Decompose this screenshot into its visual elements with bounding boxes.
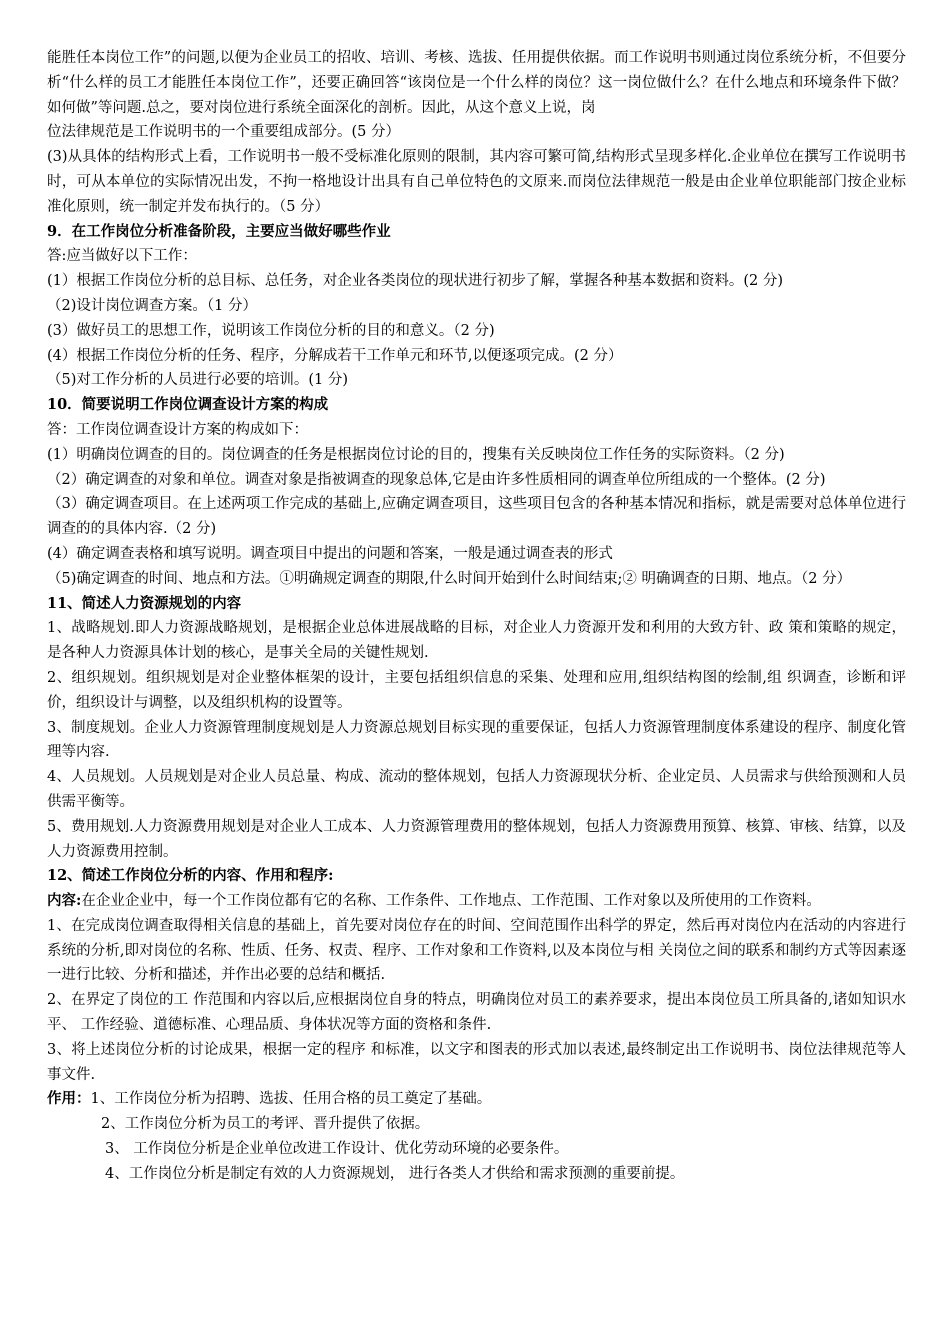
question-10-heading: 10．简要说明工作岗位调查设计方案的构成 — [47, 396, 329, 414]
content-text: 在企业企业中，每一个工作岗位都有它的名称、工作条件、工作地点、工作范围、工作对象以及所使用的工作资料。 — [81, 893, 821, 910]
role-item: 4、工作岗位分析是制定有效的人力资源规划， 进行各类人才供给和需求预测的重要前提。 — [105, 1165, 685, 1182]
list-item: （2)设计岗位调查方案。（1 分） — [47, 297, 257, 314]
list-item: (1）根据工作岗位分析的总目标、总任务，对企业各类岗位的现状进行初步了解，掌握各种基本数据和资料。(2 分) — [47, 273, 784, 290]
intro-paragraph: 能胜任本岗位工作”的问题,以便为企业员工的招收、培训、考核、选拔、任用提供依据。而工作说明书则通过岗位系统分析，不但要分析“什么样的员工才能胜任本岗位工作”，还要正确回答“该岗位是一个什么样的岗位？这一岗位做什么？在什么地点和环境条件下做？如何做”等问题.总之，要对岗位进行系统全面深化的剖析。因此，从这个意义上说，岗 — [47, 50, 906, 116]
question-10-answer-lead: 答：工作岗位调查设计方案的构成如下： — [47, 421, 308, 438]
list-item: (3）做好员工的思想工作，说明该工作岗位分析的目的和意义。（2 分) — [47, 322, 495, 339]
list-item: 5、费用规划.人力资源费用规划是对企业人工成本、人力资源管理费用的整体规划，包括人力资源费用预算、核算、审核、结算，以及人力资源费用控制。 — [47, 818, 906, 860]
list-item: 3、制度规划。企业人力资源管理制度规划是人力资源总规划目标实现的重要保证，包括人力资源管理制度体系建设的程序、制度化管理等内容. — [47, 719, 906, 761]
list-item: 2、在界定了岗位的工 作范围和内容以后,应根据岗位自身的特点，明确岗位对员工的素养要求，提出本岗位员工所具备的,诸如知识水平、 工作经验、道德标准、心理品质、身体状况等方面的资格和条件. — [47, 992, 906, 1034]
question-11-heading: 11、简述人力资源规划的内容 — [47, 594, 242, 612]
role-item: 1、工作岗位分析为招聘、选拔、任用合格的员工奠定了基础。 — [90, 1091, 492, 1108]
intro-paragraph: 位法律规范是工作说明书的一个重要组成部分。(5 分） — [47, 124, 400, 141]
list-item: （5)对工作分析的人员进行必要的培训。(1 分) — [47, 372, 349, 389]
list-item: (1）明确岗位调查的目的。岗位调查的任务是根据岗位讨论的目的，搜集有关反映岗位工作任务的实际资料。（2 分) — [47, 446, 785, 463]
list-item: 2、组织规划。组织规划是对企业整体框架的设计，主要包括组织信息的采集、处理和应用,组织结构图的绘制,组 织调查，诊断和评价，组织设计与调整，以及组织机构的设置等。 — [47, 669, 906, 711]
role-item: 2、工作岗位分析为员工的考评、晋升提供了依据。 — [101, 1116, 430, 1133]
question-12-heading: 12、简述工作岗位分析的内容、作用和程序: — [47, 867, 334, 885]
list-item: 4、人员规划。人员规划是对企业人员总量、构成、流动的整体规划，包括人力资源现状分析、企业定员、人员需求与供给预测和人员供需平衡等。 — [47, 769, 906, 810]
list-item: （2）确定调查的对象和单位。调查对象是指被调查的现象总体,它是由许多性质相同的调查单位所组成的一个整体。(2 分) — [47, 471, 826, 488]
list-item: 3、将上述岗位分析的讨论成果，根据一定的程序 和标准，以文字和图表的形式加以表述,最终制定出工作说明书、岗位法律规范等人事文件. — [47, 1041, 906, 1083]
list-item: 1、在完成岗位调查取得相关信息的基础上，首先要对岗位存在的时间、空间范围作出科学的界定，然后再对岗位内在活动的内容进行系统的分析,即对岗位的名称、性质、任务、权责、程序、工作对象和工作资料,以及本岗位与相 关岗位之间的联系和制约方式等因素逐一进行比较、分析和描述，并作出必要的总结和概括. — [47, 917, 906, 984]
question-9-heading: 9．在工作岗位分析准备阶段，主要应当做好哪些作业 — [47, 222, 391, 240]
intro-paragraph: (3)从具体的结构形式上看，工作说明书一般不受标准化原则的限制，其内容可繁可简,结构形式呈现多样化.企业单位在撰写工作说明书时，可从本单位的实际情况出发，不拘一格地设计出具有自己单位特色的文原来.而岗位法律规范一般是由企业单位职能部门按企业标准化原则，统一制定并发布执行的。（5 分） — [47, 149, 906, 215]
role-paragraph — [47, 1087, 906, 1112]
list-item: （3）确定调查项目。在上述两项工作完成的基础上,应确定调查项目，这些项目包含的各种基本情况和指标，就是需要对总体单位进行调查的的具体内容.（2 分) — [47, 496, 906, 538]
role-label: 作用： — [47, 1090, 91, 1108]
list-item: 1、战略规划.即人力资源战略规划，是根据企业总体进展战略的目标，对企业人力资源开发和利用的大致方针、政 策和策略的规定，是各种人力资源具体计划的核心，是事关全局的关键性规划. — [47, 620, 906, 662]
list-item: （5)确定调查的时间、地点和方法。①明确规定调查的期限,什么时间开始到什么时间结束;② 明确调查的日期、地点。（2 分） — [47, 570, 852, 587]
content-paragraph — [47, 889, 906, 914]
role-item: 3、 工作岗位分析是企业单位改进工作设计、优化劳动环境的必要条件。 — [105, 1141, 569, 1158]
content-label: 内容: — [47, 892, 82, 910]
question-9-answer-lead: 答:应当做好以下工作： — [47, 248, 197, 265]
list-item: (4）根据工作岗位分析的任务、程序，分解成若干工作单元和环节,以便逐项完成。(2 分） — [47, 347, 623, 364]
list-item: (4）确定调查表格和填写说明。调查项目中提出的问题和答案，一般是通过调查表的形式 — [47, 545, 613, 562]
